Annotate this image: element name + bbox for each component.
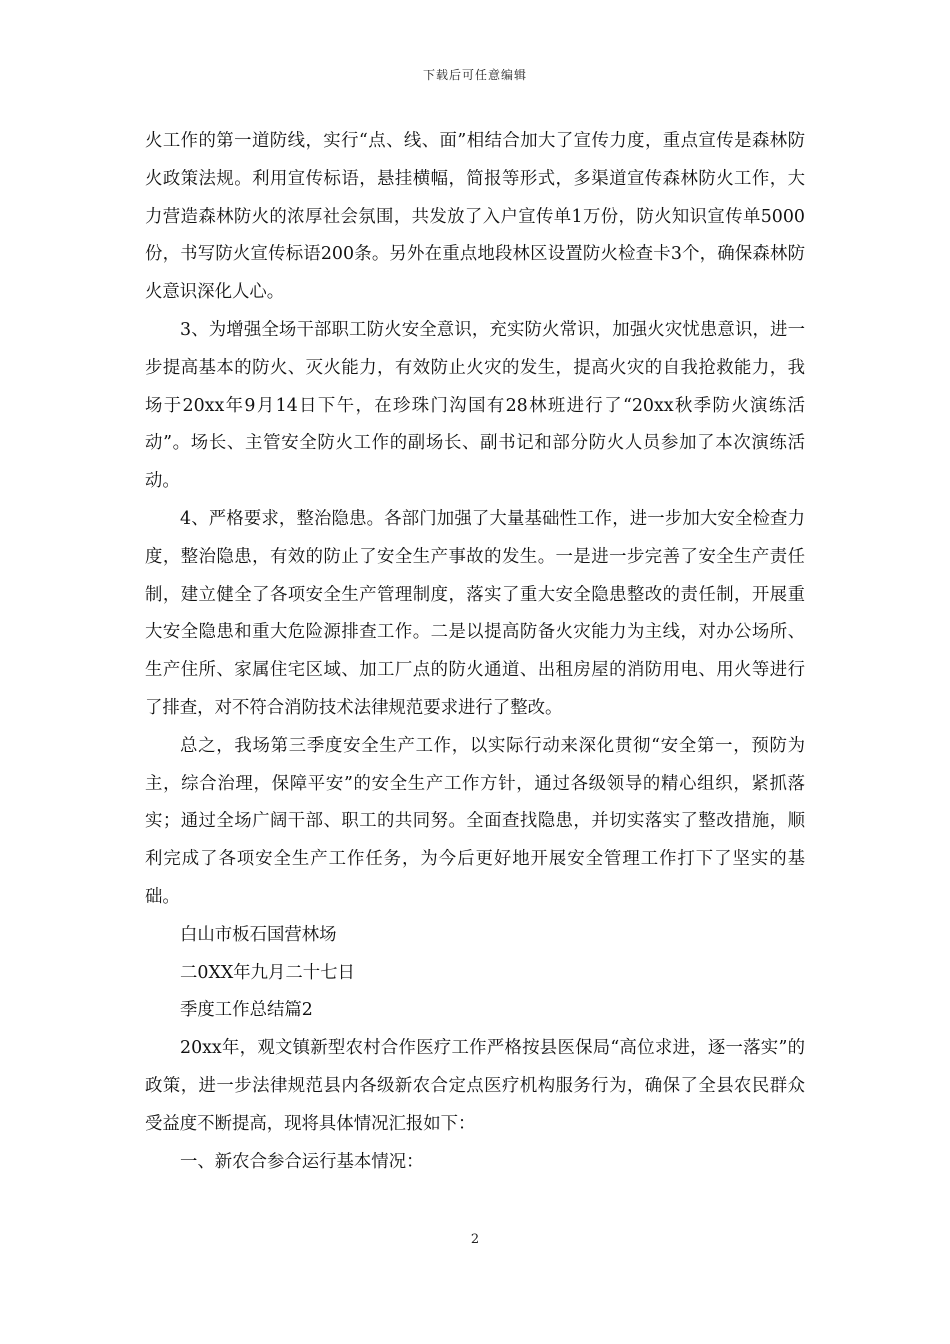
subsection-heading: 一、新农合参合运行基本情况： bbox=[180, 1151, 424, 1172]
signature-organization: 白山市板石国营林场 bbox=[180, 924, 337, 945]
page-header: 下载后可任意编辑 bbox=[422, 68, 527, 82]
section-title: 季度工作总结篇2 bbox=[180, 1000, 313, 1021]
paragraph-3: 4、严格要求，整治隐患。各部门加强了大量基础性工作，进一步加大安全检查力度，整治隐患，有效的防止了安全生产事故的发生。一是进一步完善了安全生产责任制，建立健全了各项安全生产管理制度，落实了重大安全隐患整改的责任制，开展重大安全隐患和重大危险源排查工作。二是以提高防备火灾能力为主线，对办公场所、生产住所、家属住宅区域、加工厂点的防火通道、出租房屋的消防用电、用火等进行了排查，对不符合消防技术法律规范要求进行了整改。 bbox=[145, 508, 805, 718]
document-body bbox=[145, 123, 805, 1181]
paragraph-1: 火工作的第一道防线，实行“点、线、面”相结合加大了宣传力度，重点宣传是森林防火政策法规。利用宣传标语，悬挂横幅，简报等形式，多渠道宣传森林防火工作，大力营造森林防火的浓厚社会氛围，共发放了入户宣传单1万份，防火知识宣传单5000份，书写防火宣传标语200条。另外在重点地段林区设置防火检查卡3个，确保森林防火意识深化人心。 bbox=[145, 131, 805, 303]
signature-date: 二0XX年九月二十七日 bbox=[180, 962, 355, 983]
paragraph-4: 总之，我场第三季度安全生产工作，以实际行动来深化贯彻“安全第一，预防为主，综合治理，保障平安”的安全生产工作方针，通过各级领导的精心组织，紧抓落实；通过全场广阔干部、职工的共同努。全面查找隐患，并切实落实了整改措施，顺利完成了各项安全生产工作任务，为今后更好地开展安全管理工作打下了坚实的基础。 bbox=[145, 735, 805, 907]
paragraph-5: 20xx年，观文镇新型农村合作医疗工作严格按县医保局“高位求进，逐一落实”的政策，进一步法律规范县内各级新农合定点医疗机构服务行为，确保了全县农民群众受益度不断提高，现将具体情况汇报如下： bbox=[145, 1038, 805, 1134]
page-number: 2 bbox=[470, 1232, 480, 1247]
paragraph-2: 3、为增强全场干部职工防火安全意识，充实防火常识，加强火灾忧患意识，进一步提高基本的防火、灭火能力，有效防止火灾的发生，提高火灾的自我抢救能力，我场于20xx年9月14日下午，在珍珠门沟国有28林班进行了“20xx秋季防火演练活动”。场长、主管安全防火工作的副场长、副书记和部分防火人员参加了本次演练活动。 bbox=[145, 319, 805, 492]
